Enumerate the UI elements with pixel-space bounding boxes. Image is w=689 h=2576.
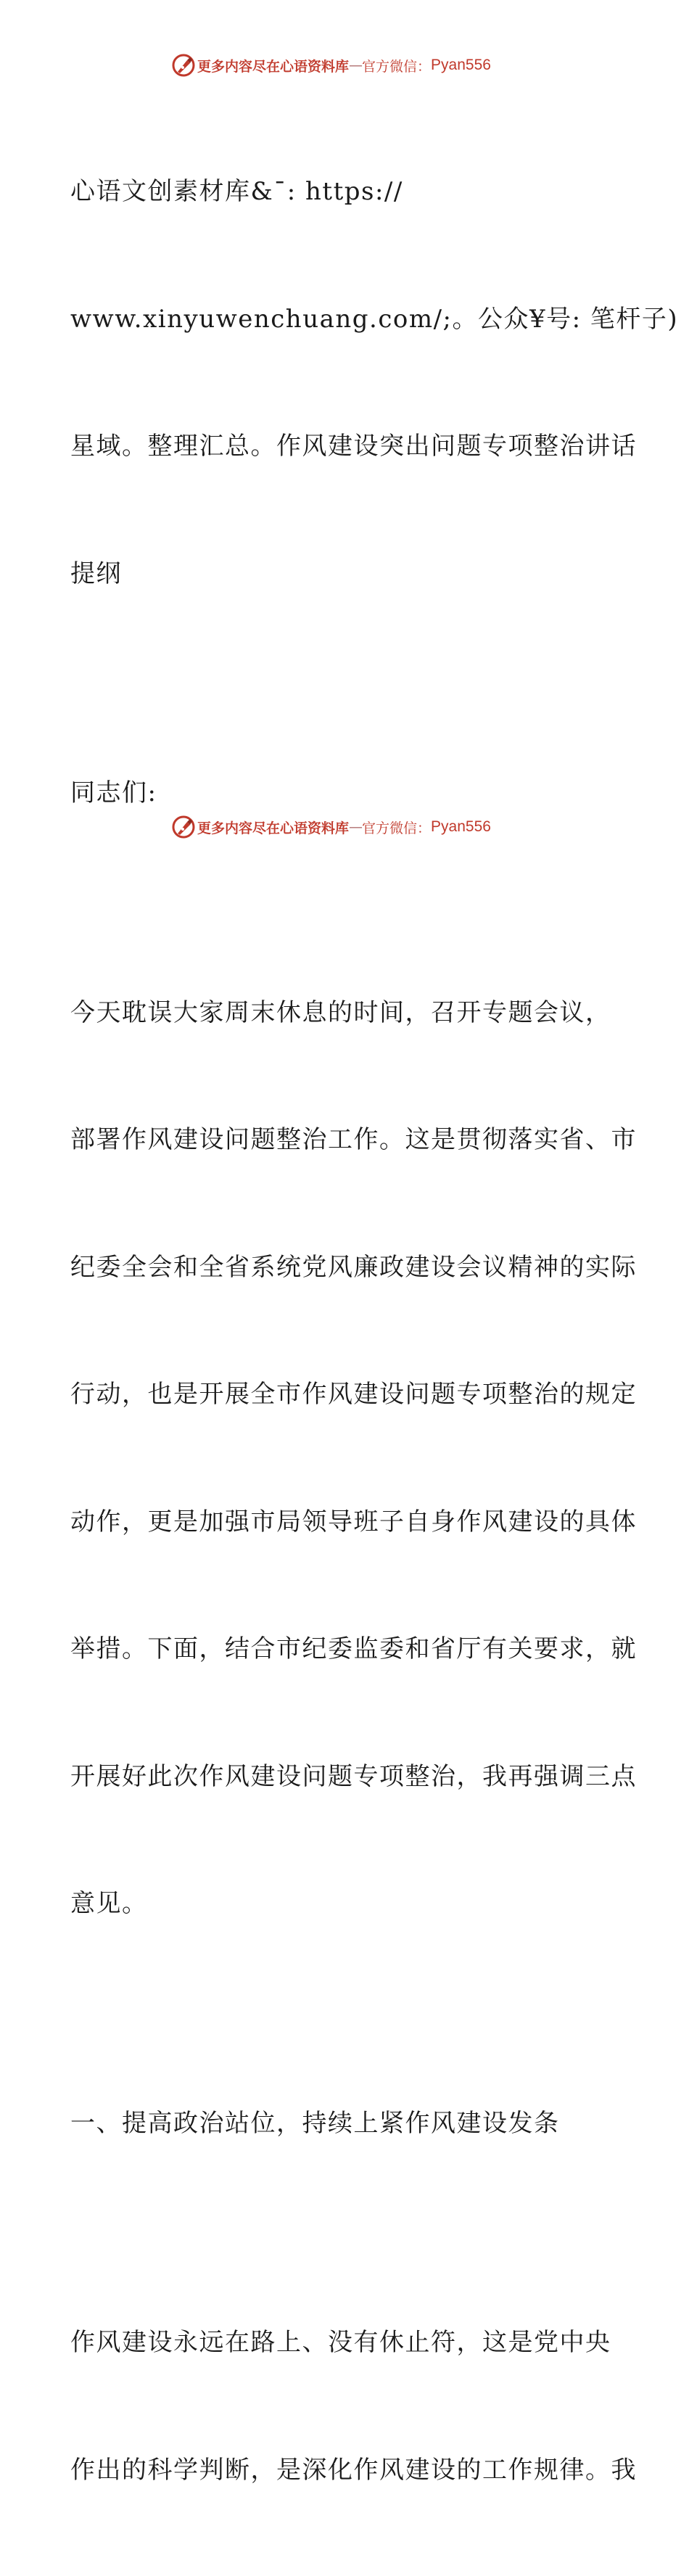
section-heading-1 bbox=[70, 2017, 622, 2230]
text-line: 今天耽误大家周末休息的时间，召开专题会议， bbox=[70, 997, 611, 1027]
text-line: 开展好此次作风建设问题专项整治，我再强调三点 bbox=[70, 1761, 637, 1791]
text-line: 部署作风建设问题整治工作。这是贯彻落实省、市 bbox=[70, 1125, 637, 1154]
text-line: 纪委全会和全省系统党风廉政建设会议精神的实际 bbox=[70, 1252, 637, 1282]
text-line: 星域。整理汇总。作风建设突出问题专项整治讲话 bbox=[70, 432, 637, 461]
text-line: 举措。下面，结合市纪委监委和省厅有关要求，就 bbox=[70, 1634, 637, 1663]
salutation bbox=[70, 687, 622, 900]
paragraph-1 bbox=[70, 907, 637, 2010]
text-line: 作风建设永远在路上、没有休止符，这是党中央 bbox=[70, 2328, 611, 2357]
text-line: 意见。 bbox=[70, 1889, 148, 1918]
footer-banner bbox=[171, 815, 491, 839]
pen-nib-logo-icon bbox=[171, 53, 196, 78]
pen-nib-logo-icon bbox=[171, 815, 196, 839]
banner-account: Pyan556 bbox=[431, 57, 491, 73]
text-line: 行动，也是开展全市作风建设问题专项整治的规定 bbox=[70, 1380, 637, 1409]
banner-dash: — bbox=[349, 819, 363, 835]
text-line: 心语文创素材库&¯: https:// bbox=[70, 177, 403, 206]
text-line: 作出的科学判断，是深化作风建设的工作规律。我 bbox=[70, 2455, 637, 2485]
text-line: 一、提高政治站位，持续上紧作风建设发条 bbox=[70, 2108, 560, 2138]
text-line: 同志们: bbox=[70, 778, 157, 807]
banner-account: Pyan556 bbox=[431, 818, 491, 835]
paragraph-2 bbox=[70, 2236, 637, 2576]
intro-paragraph bbox=[70, 86, 679, 680]
text-line: 动作，更是加强市局领导班子自身作风建设的具体 bbox=[70, 1507, 637, 1536]
banner-wechat-label: 官方微信： bbox=[362, 58, 432, 75]
text-line: 提纲 bbox=[70, 559, 122, 588]
banner-dash: — bbox=[349, 57, 363, 73]
banner-brand: 更多内容尽在心语资料库 bbox=[197, 58, 350, 75]
header-banner bbox=[171, 53, 491, 78]
banner-wechat-label: 官方微信： bbox=[362, 820, 432, 836]
document-body bbox=[70, 86, 679, 2576]
banner-brand: 更多内容尽在心语资料库 bbox=[197, 820, 350, 836]
text-line: www.xinyuwenchuang.com/;。公众¥号: 笔杆子) bbox=[70, 304, 679, 334]
